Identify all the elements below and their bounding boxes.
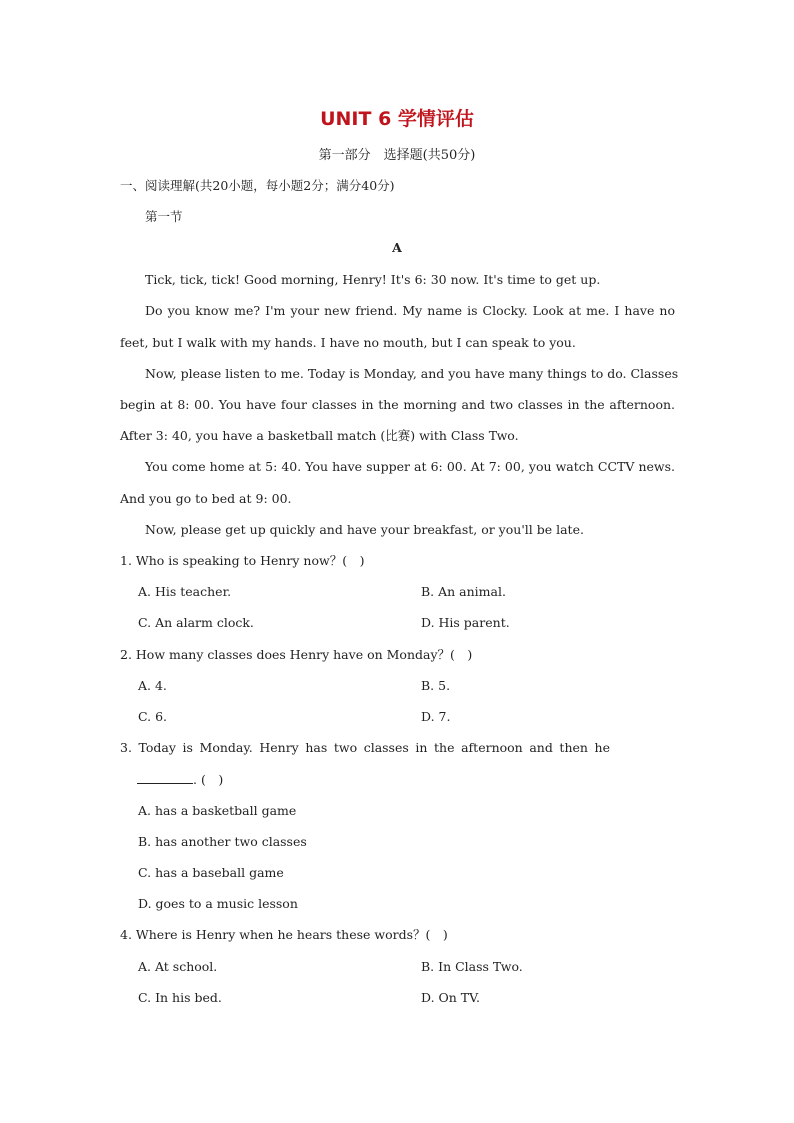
answer-option[interactable]: A. has a basketball game [138, 803, 297, 818]
passage-line: Tick, tick, tick! Good morning, Henry! It's 6: 30 now. It's time to get up. [145, 272, 601, 287]
answer-blank[interactable] [137, 771, 193, 784]
passage-line: You come home at 5: 40. You have supper at 6: 00. At 7: 00, you watch CCTV news. [145, 459, 675, 474]
question-stem: 3. Today is Monday. Henry has two classes in the afternoon and then he [120, 740, 610, 755]
answer-option[interactable]: A. At school. [138, 959, 218, 974]
passage-line: Do you know me? I'm your new friend. My name is Clocky. Look at me. I have no [145, 303, 675, 318]
answer-option[interactable]: B. An animal. [421, 584, 506, 599]
passage-line: feet, but I walk with my hands. I have no mouth, but I can speak to you. [120, 335, 576, 350]
answer-option[interactable]: D. On TV. [421, 990, 480, 1005]
part-heading: 第一部分 选择题(共50分) [318, 148, 476, 163]
question-stem: 1. Who is speaking to Henry now？( ) [120, 553, 365, 568]
answer-option[interactable]: D. 7. [421, 709, 451, 724]
page-title: UNIT 6 学情评估 [320, 108, 474, 130]
passage-line: And you go to bed at 9: 00. [120, 491, 292, 506]
answer-option[interactable]: C. In his bed. [138, 990, 222, 1005]
answer-option[interactable]: B. has another two classes [138, 834, 307, 849]
question-stem-cont [137, 771, 223, 788]
answer-option[interactable]: C. 6. [138, 709, 167, 724]
answer-option[interactable]: B. 5. [421, 678, 451, 693]
answer-option[interactable]: A. 4. [138, 678, 167, 693]
answer-option[interactable]: A. His teacher. [138, 584, 232, 599]
passage-line: begin at 8: 00. You have four classes in the morning and two classes in the afternoon. [120, 397, 675, 412]
subsection-heading: 第一节 [145, 209, 183, 224]
answer-option[interactable]: C. An alarm clock. [138, 615, 254, 630]
passage-label: A [392, 240, 402, 255]
passage-line: Now, please listen to me. Today is Monday, and you have many things to do. Classes [145, 366, 679, 381]
question-stem: 4. Where is Henry when he hears these words？( ) [120, 927, 448, 942]
answer-option[interactable]: D. goes to a music lesson [138, 896, 298, 911]
question-stem: 2. How many classes does Henry have on Monday？( ) [120, 647, 473, 662]
passage-line: After 3: 40, you have a basketball match (比赛) with Class Two. [120, 428, 519, 443]
passage-line: Now, please get up quickly and have your breakfast, or you'll be late. [145, 522, 584, 537]
answer-option[interactable]: B. In Class Two. [421, 959, 523, 974]
section-heading: 一、阅读理解(共20小题，每小题2分；满分40分) [120, 178, 395, 193]
question-stem-tail: . ( ) [193, 772, 224, 787]
answer-option[interactable]: D. His parent. [421, 615, 510, 630]
answer-option[interactable]: C. has a baseball game [138, 865, 284, 880]
